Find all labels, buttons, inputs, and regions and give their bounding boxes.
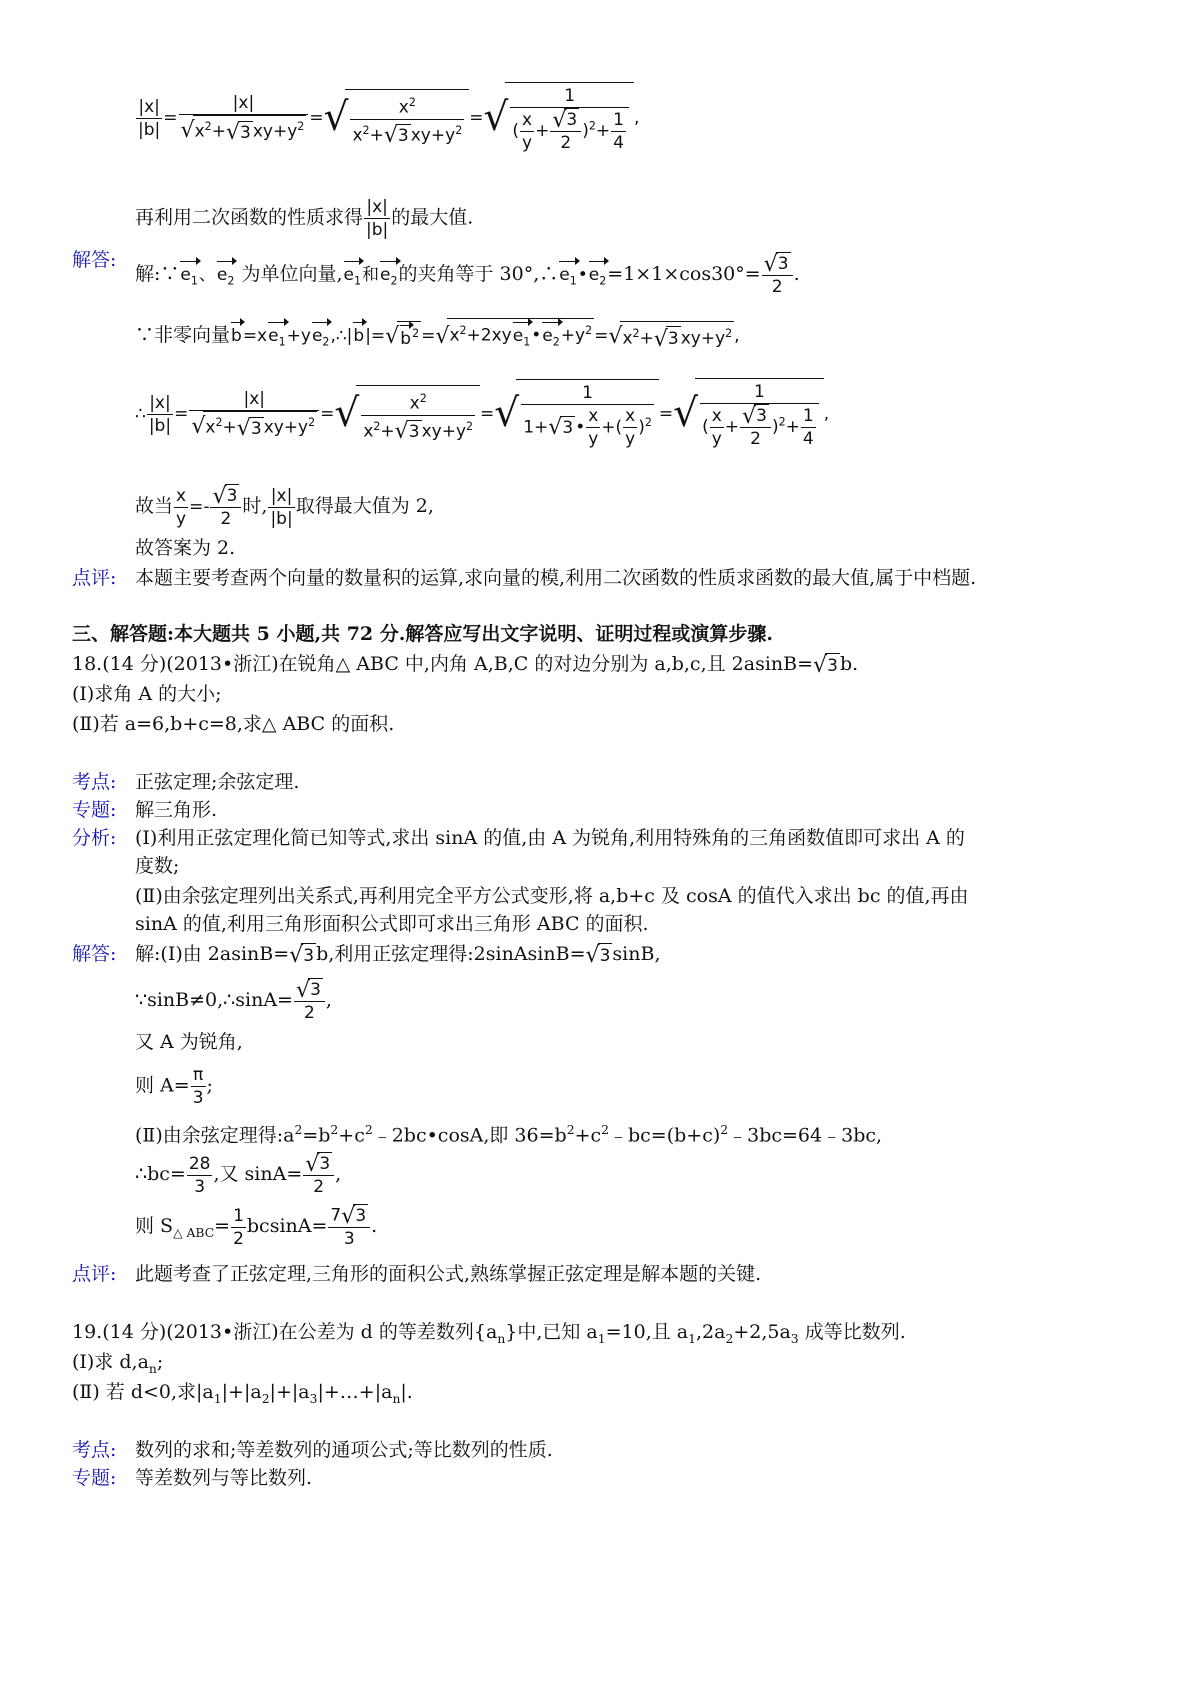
label-kaodian-18: 考点: bbox=[72, 771, 117, 793]
label-dianping-18: 点评: bbox=[72, 1263, 117, 1285]
label-zhuanti-18: 专题: bbox=[72, 799, 117, 821]
answer-line: 故答案为 2. bbox=[135, 537, 236, 559]
comment-1: 本题主要考查两个向量的数量积的运算,求向量的模,利用二次函数的性质求函数的最大值,属于中档题. bbox=[135, 567, 977, 589]
q19-part2: (Ⅱ) 若 d<0,求$|a_1|+|a_2|+|a_3|+\dots+|a_n|$. bbox=[72, 1381, 413, 1406]
q18-sol-3: 又 A 为锐角, bbox=[135, 1031, 243, 1053]
final-line: 故当 $\frac{x}{y}$ =- $\frac{√3}{2}$ 时, $\frac{|x|}{|b|}$ 取得最大值为 2, bbox=[135, 482, 434, 529]
q18-part1: (Ⅰ)求角 A 的大小; bbox=[72, 683, 222, 705]
label-jieda-1: 解答: bbox=[72, 249, 117, 271]
q19-zhuanti: 等差数列与等比数列. bbox=[135, 1467, 313, 1489]
label-jieda-18: 解答: bbox=[72, 943, 117, 965]
q18-comment: 此题考查了正弦定理,三角形的面积公式,熟练掌握正弦定理是解本题的关键. bbox=[135, 1263, 762, 1285]
q19-stem: 19.(14 分)(2013•浙江)在公差为 d 的等差数列$\{a_n\}$中,已知 $a_1=10$,且 $a_1,2a_2+2,5a_3$ 成等比数列. bbox=[72, 1321, 906, 1346]
q18-sol-1: 解:(Ⅰ)由 2asinB=√3 b,利用正弦定理得:2sinAsinB=√3 sinB, bbox=[135, 942, 661, 968]
q18-fenxi-1: (Ⅰ)利用正弦定理化简已知等式,求出 sinA 的值,由 A 为锐角,利用特殊角的三角函数值即可求出 A 的 bbox=[135, 827, 965, 849]
label-kaodian-19: 考点: bbox=[72, 1439, 117, 1461]
analysis-line: 再利用二次函数的性质求得 $\frac{|x|}{|b|}$ 的最大值. bbox=[135, 197, 474, 240]
q19-kaodian: 数列的求和;等差数列的通项公式;等比数列的性质. bbox=[135, 1439, 553, 1461]
q18-sol-4: 则 A= $\frac{\pi}{3}$ ; bbox=[135, 1065, 213, 1108]
q18-sol-2: ∵sinB≠0,∴sinA= $\frac{√3}{2}$ , bbox=[135, 976, 332, 1023]
q18-zhuanti: 解三角形. bbox=[135, 799, 218, 821]
solution-line-3: ∴ $\frac{|x|}{|b|}$ = $\frac{|x|}{√x^2+√3 xy+y^2}$ =√ $\frac{x^2}{x^2+√3 xy+y^2}$ =√ 1 1+√3 • $\frac{x}{y}$ +( $\frac{x}{y}$ )$^2$ =√ 1 ( $\frac{x}{y}$ + $\frac{√3}{2}$ )$^2$+ $\frac{1}{4}$ , bbox=[135, 378, 829, 450]
label-fenxi-18: 分析: bbox=[72, 827, 117, 849]
solution-line-1: 解$:\because e_1$、$e_2$ 为单位向量$,e_1$和$e_2$的夹角等于 $30^\circ,\therefore e_1•e_2=1\times 1\times\cos 30^\circ=$ $\frac{√3}{2}$ . bbox=[135, 250, 800, 297]
q18-sol-7: 则 $S_{\triangle ABC}=$ $\frac{1}{2}$ bcsinA= $\frac{7√3}{3}$ . bbox=[135, 1202, 378, 1249]
q18-kaodian: 正弦定理;余弦定理. bbox=[135, 771, 300, 793]
q18-sol-6: ∴bc= $\frac{28}{3}$ ,又 sinA= $\frac{√3}{2}$ , bbox=[135, 1150, 342, 1197]
q18-fenxi-4: sinA 的值,利用三角形面积公式即可求出三角形 ABC 的面积. bbox=[135, 913, 649, 935]
q18-stem: 18.(14 分)(2013•浙江)在锐角△ ABC 中,内角 A,B,C 的对边分别为 a,b,c,且 2asinB=√3 b. bbox=[72, 652, 859, 678]
q18-sol-5: (Ⅱ)由余弦定理得$:a^2=b^2+c^2﹣2bc•\cos A$,即 $36=b^2+c^2﹣bc=(b+c)^2﹣3bc=64﹣3bc$, bbox=[135, 1123, 883, 1147]
q19-part1: (Ⅰ)求 $d,a_n$; bbox=[72, 1351, 164, 1376]
top-formula: $\frac{|x|}{|b|}$ = $\frac{|x|}{√x^2+√3 xy+y^2}$ =√ $\frac{x^2}{x^2+√3 xy+y^2}$ =√ 1 ( $\frac{x}{y}$ + $\frac{√3}{2}$ )$^2$+ $\frac{1}{4}$ , bbox=[135, 82, 639, 154]
q18-fenxi-3: (Ⅱ)由余弦定理列出关系式,再利用完全平方公式变形,将 a,b+c 及 cosA 的值代入求出 bc 的值,再由 bbox=[135, 885, 969, 907]
section-3-heading: 三、解答题:本大题共 5 小题,共 72 分.解答应写出文字说明、证明过程或演算步骤. bbox=[72, 623, 773, 645]
solution-line-2: ∵非零向量$b=xe_1+ye_2,\therefore|b|=√b^2$ $=√x^2+2xye_1•e_2+y^2 =√x^2+√3$ $xy+y^2$ , bbox=[135, 318, 740, 354]
label-zhuanti-19: 专题: bbox=[72, 1467, 117, 1489]
label-dianping-1: 点评: bbox=[72, 567, 117, 589]
q18-part2: (Ⅱ)若 a=6,b+c=8,求△ ABC 的面积. bbox=[72, 713, 395, 735]
q18-fenxi-2: 度数; bbox=[135, 855, 180, 877]
